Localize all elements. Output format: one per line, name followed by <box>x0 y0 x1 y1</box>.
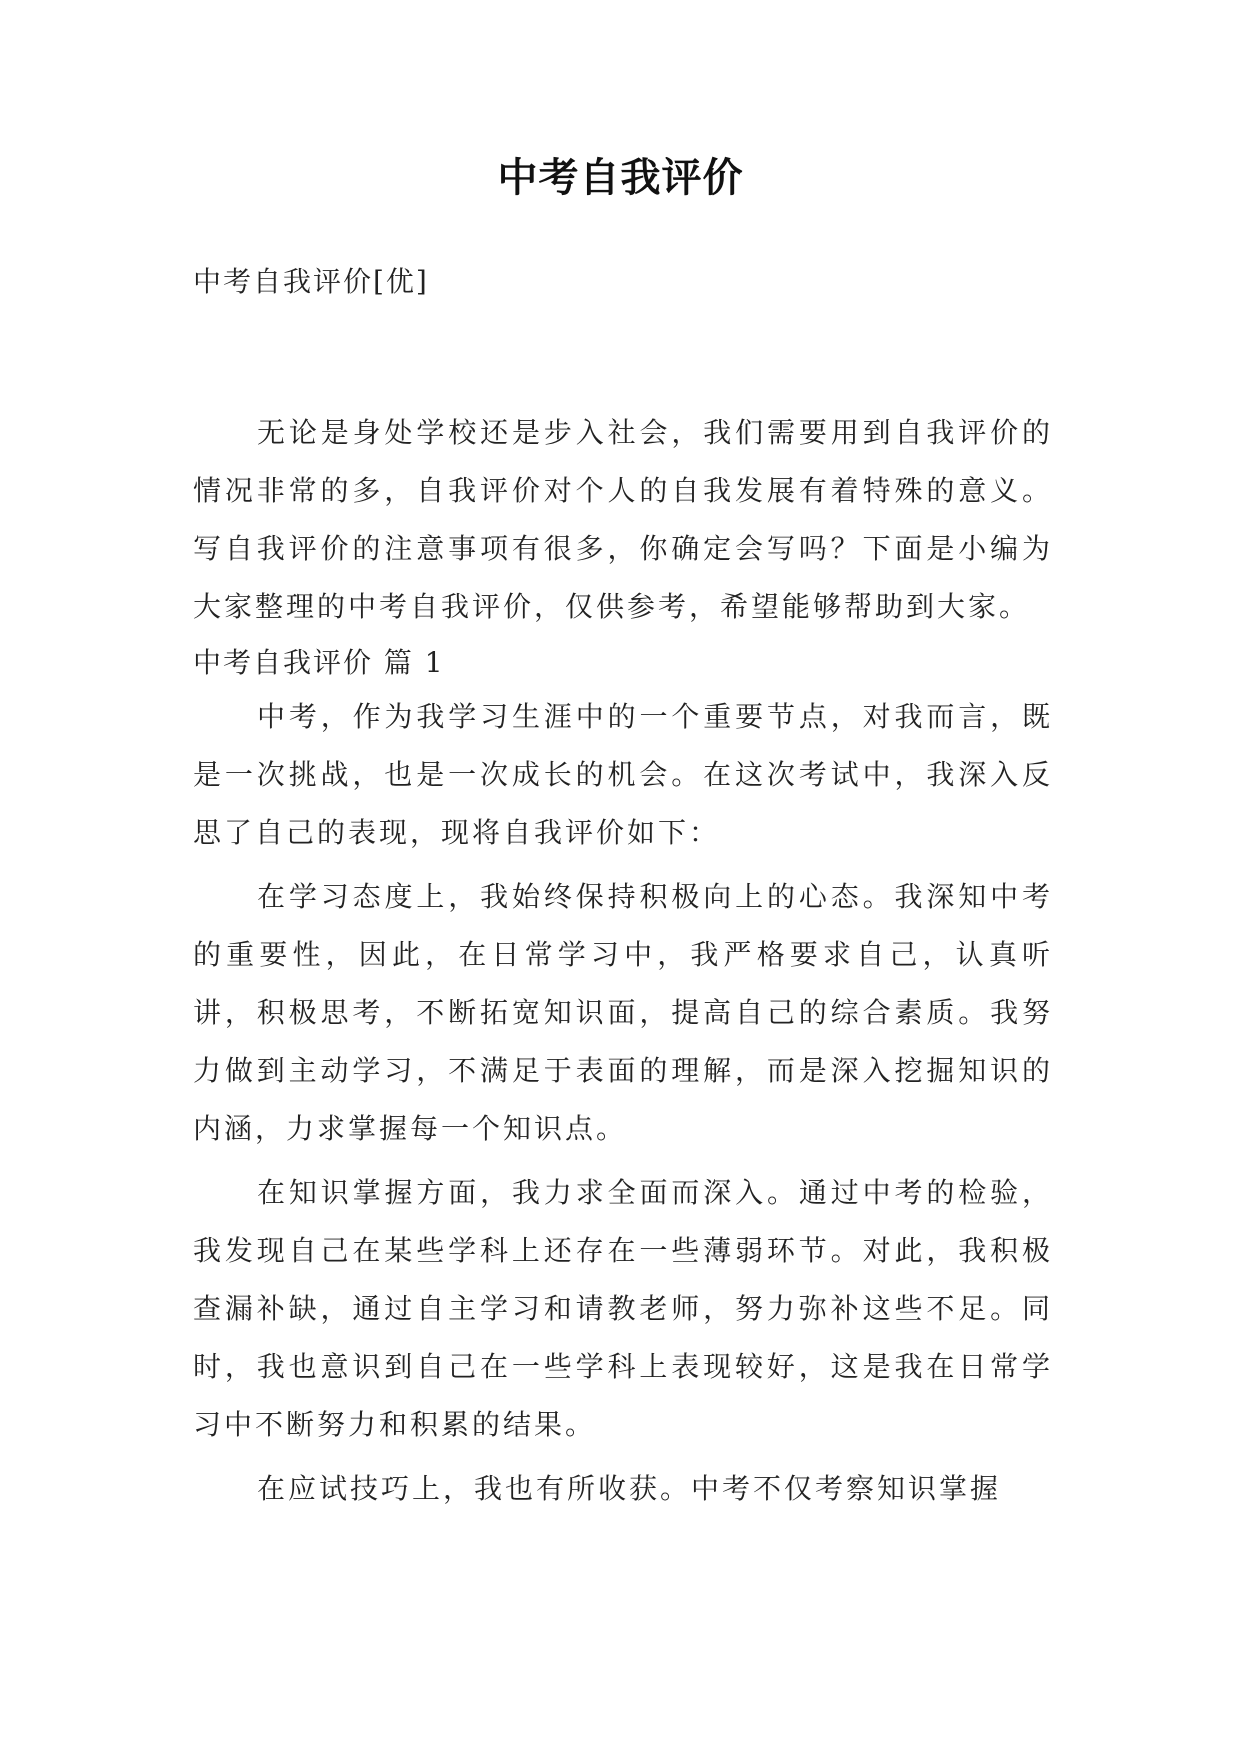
section-heading: 中考自我评价 篇 1 <box>193 646 445 679</box>
intro-paragraph: 无论是身处学校还是步入社会，我们需要用到自我评价的情况非常的多，自我评价对个人的自我发展有着特殊的意义。写自我评价的注意事项有很多，你确定会写吗？下面是小编为大家整理的中考自我评价，仅供参考，希望能够帮助到大家。 <box>193 416 1053 623</box>
document-body <box>193 404 1053 1518</box>
body-paragraph-1: 中考，作为我学习生涯中的一个重要节点，对我而言，既是一次挑战，也是一次成长的机会。在这次考试中，我深入反思了自己的表现，现将自我评价如下： <box>193 700 1053 849</box>
document-subtitle: 中考自我评价[优] <box>193 265 429 298</box>
body-paragraph-3: 在知识掌握方面，我力求全面而深入。通过中考的检验，我发现自己在某些学科上还存在一些薄弱环节。对此，我积极查漏补缺，通过自主学习和请教老师，努力弥补这些不足。同时，我也意识到自己在一些学科上表现较好，这是我在日常学习中不断努力和积累的结果。 <box>193 1176 1053 1441</box>
document-title: 中考自我评价 <box>497 154 744 201</box>
body-paragraph-4: 在应试技巧上，我也有所收获。中考不仅考察知识掌握 <box>257 1472 1002 1505</box>
body-paragraph-2: 在学习态度上，我始终保持积极向上的心态。我深知中考的重要性，因此，在日常学习中，我严格要求自己，认真听讲，积极思考，不断拓宽知识面，提高自己的综合素质。我努力做到主动学习，不满足于表面的理解，而是深入挖掘知识的内涵，力求掌握每一个知识点。 <box>193 880 1053 1145</box>
